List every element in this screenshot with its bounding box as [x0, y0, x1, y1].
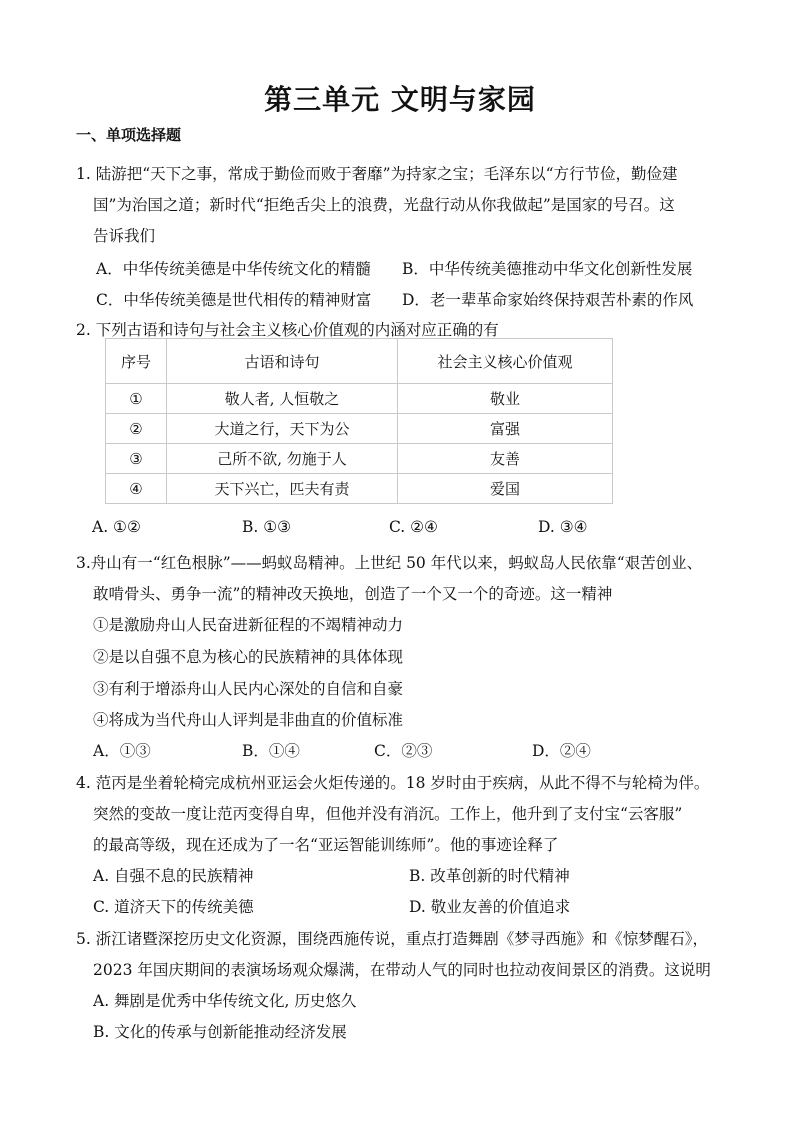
q3-stem-line-2: 敢啃骨头、勇争一流”的精神改天换地，创造了一个又一个的奇迹。这一精神 — [93, 585, 613, 603]
q4-option-c: C. 道济天下的传统美德 — [93, 898, 254, 916]
q1-stem-line-2: 国”为治国之道；新时代“拒绝舌尖上的浪费，光盘行动从你我做起”是国家的号召。这 — [93, 196, 675, 214]
q3-item-4: ④将成为当代舟山人评判是非曲直的价值标准 — [93, 711, 404, 729]
q5-stem-line-2: 2023 年国庆期间的表演场场观众爆满，在带动人气的同时也拉动夜间景区的消费。这说明 — [93, 961, 711, 979]
q3-item-3: ③有利于增添舟山人民内心深处的自信和自豪 — [93, 680, 404, 698]
values-table — [105, 338, 613, 504]
table-cell: ② — [106, 414, 167, 444]
q3-item-1: ①是激励舟山人民奋进新征程的不竭精神动力 — [93, 616, 404, 634]
table-cell: 大道之行，天下为公 — [167, 414, 398, 444]
table-header-cell: 社会主义核心价值观 — [398, 339, 613, 384]
table-cell: 敬人者, 人恒敬之 — [167, 384, 398, 414]
q4-option-b: B. 改革创新的时代精神 — [409, 867, 570, 885]
q1-option-c: C．中华传统美德是世代相传的精神财富 — [96, 291, 372, 309]
table-cell: 爱国 — [398, 474, 613, 504]
table-cell: ① — [106, 384, 167, 414]
table-cell: ③ — [106, 444, 167, 474]
q4-stem-line-1: 4. 范丙是坐着轮椅完成杭州亚运会火炬传递的。18 岁时由于疾病，从此不得不与轮椅为伴。 — [76, 774, 710, 792]
table-row — [106, 474, 613, 504]
q3-option-c: C．②③ — [374, 742, 433, 760]
q3-option-a: A．①③ — [93, 742, 151, 760]
table-cell: 富强 — [398, 414, 613, 444]
table-cell: 敬业 — [398, 384, 613, 414]
table-cell: 天下兴亡，匹夫有责 — [167, 474, 398, 504]
table-cell: 友善 — [398, 444, 613, 474]
table-header-row — [106, 339, 613, 384]
q1-option-a: A．中华传统美德是中华传统文化的精髓 — [96, 260, 371, 278]
q2-option-d: D. ③④ — [538, 518, 588, 536]
table-header-cell: 古语和诗句 — [167, 339, 398, 384]
table-cell: 己所不欲, 勿施于人 — [167, 444, 398, 474]
q3-option-d: D．②④ — [532, 742, 591, 760]
q3-option-b: B．①④ — [242, 742, 300, 760]
table-row — [106, 444, 613, 474]
section-heading: 一、单项选择题 — [76, 126, 182, 144]
unit-title: 第三单元 文明与家园 — [264, 83, 536, 116]
q4-stem-line-2: 突然的变故一度让范丙变得自卑，但他并没有消沉。工作上，他升到了支付宝“云客服” — [93, 805, 683, 823]
q5-stem-line-1: 5. 浙江诸暨深挖历史文化资源，围绕西施传说，重点打造舞剧《梦寻西施》和《惊梦醒石》， — [76, 930, 708, 948]
q1-stem-line-3: 告诉我们 — [93, 227, 156, 245]
table-header-cell: 序号 — [106, 339, 167, 384]
table-row — [106, 384, 613, 414]
q2-option-a: A. ①② — [92, 518, 141, 536]
q4-option-d: D. 敬业友善的价值追求 — [409, 898, 571, 916]
table-cell: ④ — [106, 474, 167, 504]
q2-option-c: C. ②④ — [389, 518, 438, 536]
q1-option-b: B．中华传统美德推动中华文化创新性发展 — [402, 260, 693, 278]
q1-stem-line-1: 1. 陆游把“天下之事，常成于勤俭而败于奢靡”为持家之宝；毛泽东以“方行节俭，勤俭建 — [76, 165, 678, 183]
q1-option-d: D．老一辈革命家始终保持艰苦朴素的作风 — [402, 291, 694, 309]
q4-option-a: A. 自强不息的民族精神 — [93, 867, 254, 885]
q3-stem-line-1: 3.舟山有一“红色根脉”——蚂蚁岛精神。上世纪 50 年代以来，蚂蚁岛人民依靠“艰苦创业、 — [76, 554, 703, 572]
q5-option-b: B. 文化的传承与创新能推动经济发展 — [93, 1023, 347, 1041]
q4-stem-line-3: 的最高等级，现在还成为了一名“亚运智能训练师”。他的事迹诠释了 — [93, 836, 559, 854]
q5-option-a: A. 舞剧是优秀中华传统文化, 历史悠久 — [93, 992, 357, 1010]
q3-item-2: ②是以自强不息为核心的民族精神的具体体现 — [93, 648, 404, 666]
q2-stem: 2. 下列古语和诗句与社会主义核心价值观的内涵对应正确的有 — [76, 321, 499, 339]
q2-option-b: B. ①③ — [242, 518, 292, 536]
table-row — [106, 414, 613, 444]
